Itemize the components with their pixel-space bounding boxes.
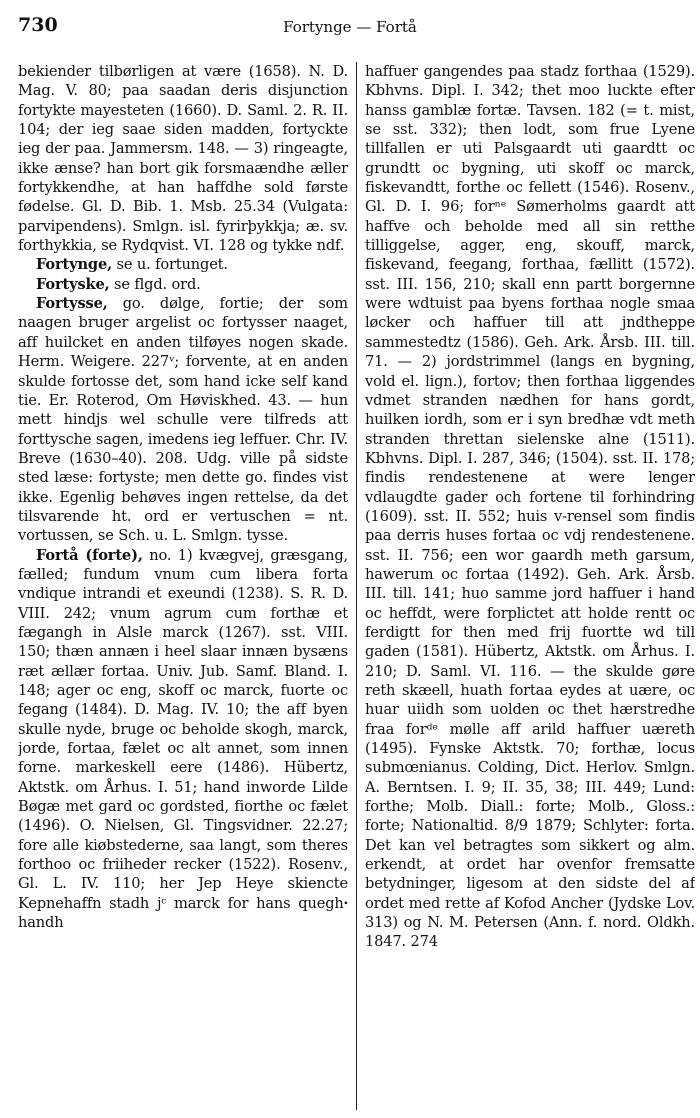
headword: Fortå (forte), — [36, 546, 143, 564]
entry-fortyske — [18, 275, 348, 294]
right-column — [365, 62, 695, 1110]
left-column — [18, 62, 348, 1110]
entry-text: se flgd. ord. — [109, 275, 201, 293]
entry-continuation — [18, 62, 348, 255]
headword: Fortysse, — [36, 295, 108, 313]
entry-fortynge — [18, 255, 348, 274]
running-title: Fortynge — Fortå — [283, 18, 417, 36]
entry-text: se u. fortunget. — [112, 256, 228, 274]
entry-forta — [18, 546, 348, 933]
column-divider — [356, 62, 357, 1110]
entry-text: go. dølge, fortie; der som naagen bruger argelist oc fortysser naaget, aff huilcket en anden tilføyes nogen skade. Herm. Weigere. 227ᵛ; forvente, at en anden skulde fortosse det, som hand icke self kand tie. Er. Roterod, Om Høviskhed. 43. — hun mett hindjs wel schulle vere tilfreds att forttysche sagen, imedens ieg leffuer. Chr. IV. Breve (1630–40). 208. Udg. ville på sidste sted læse: fortyste; men dette go. findes vist ikke. Egenlig behøves ingen rettelse, da det tilsvarende ht. ord er vertuschen = nt. vortussen, se Sch. u. L. Smlgn. tysse. — [18, 295, 348, 545]
headword: Fortynge, — [36, 256, 113, 274]
headword: Fortyske, — [36, 275, 110, 293]
page-number: 730 — [18, 14, 58, 36]
entry-text: no. 1) kvægvej, græsgang, fælled; fundum vnum cum libera forta vndique intrandi et exeundi (1238). S. R. D. VIII. 242; vnum agrum cum forthæ et fægangh in Alsle marck (1267). sst. VIII. 150; thæn annæn i heel slaar innæn bysæns ræt ællær fortaa. Univ. Jub. Samf. Bland. I. 148; ager oc eng, skoff oc marck, fuorte oc fegang (1484). D. Mag. IV. 10; the aff byen skulle nyde, bruge oc beholde skogh, marck, jorde, fortaa, fælet oc alt annet, som innen forne. markeskell eere (1486). Hübertz, Aktstk. om Århus. I. 51; hand inworde Lilde Bøgæ met gard oc gordsted, fiorthe oc fælet (1496). O. Nielsen, Gl. Tingsvidner. 22.27; fore alle kiøbstederne, saa langt, som theres forthoo oc friiheder recker (1522). Rosenv., Gl. L. IV. 110; her Jep Heye skiencte Kepnehaffn stadh jᶜ marck for hans queghꞏ handh — [18, 546, 348, 932]
entry-forta-continued: haffuer gangendes paa stadz forthaa (1529). Kbhvns. Dipl. I. 342; thet moo luckte efter hanss gamblæ fortæ. Tavsen. 182 (= t. mist, se sst. 332); then lodt, som frue Lyene tillfallen er uti Palsgaardt uti gaardtt oc grundtt oc bygning, uti skoff oc marck, fiskevandtt, forthe oc fellett (1546). Rosenv., Gl. D. I. 96; forⁿᵉ Sømerholms gaardt att haffve och beholde med all sin retthe tilliggelse, agger, eng, skouff, marck, fiskevand, feegang, forthaa, fællitt (1572). sst. III. 156, 210; skall enn partt borgernne were wdtuist paa byens forthaa nogle smaa løcker och haffuer till att jndtheppe sammestedtz (1586). Geh. Ark. Årsb. III. till. 71. — 2) jordstrimmel (langs en bygning, vold el. lign.), fortov; then forthaa liggendes vdmet stranden nædhen for hans gordt, huilken iordh, som er i syn bredhæ vdt meth stranden threttan sielenske alne (1511). Kbhvns. Dipl. I. 287, 346; (1504). sst. II. 178; findis rendestenene at were lenger vdlaugdte gader och fortene til forhindring (1609). sst. II. 552; huis v-rensel som findis paa derris huses fortaa oc vdj rendestenene. sst. II. 756; een wor gaardh meth garsum, hawerum oc fortaa (1492). Geh. Ark. Årsb. III. till. 141; huo samme jord haffuer i hand oc heffdt, were forplictet att holde rentt oc ferdigtt for then med frij fuortte wd till gaden (1581). Hübertz, Aktstk. om Århus. I. 210; D. Saml. VI. 116. — the skulde gøre reth skæell, huath fortaa eydes at uære, oc huar uiidh som uolden oc thet hærstredhe fraa forᵈᵉ mølle aff arild haffuer uæreth (1495). Fynske Aktstk. 70; forthæ, locus submœnianus. Colding, Dict. Herlov. Smlgn. A. Berntsen. I. 9; II. 35, 38; III. 449; Lund: forthe; Molb. Diall.: forte; Molb., Gloss.: forte; Nationaltid. 8/9 1879; Schlyter: forta. Det kan vel betragtes som sikkert og alm. erkendt, at ordet har ovenfor fremsatte betydninger, ligesom at den sidste del af ordet med rette af Kofod Ancher (Jydske Lov. 313) og N. M. Petersen (Ann. f. nord. Oldkh. 1847. 274 — [365, 63, 695, 951]
entry-fortysse — [18, 294, 348, 545]
entry-text: bekiender tilbørligen at være (1658). N. D. Mag. V. 80; paa saadan deris disjunction fortykte mayesteten (1660). D. Saml. 2. R. II. 104; der ieg saae siden madden, fortyckte ieg der paa. Jammersm. 148. — 3) ringeagte, ikke ænse? han bort gik forsmaændhe æller fortykkendhe, at han haffdhe sold første fødelse. Gl. D. Bib. 1. Msb. 25.34 (Vulgata: parvipendens). Smlgn. isl. fyrirþykkja; æ. sv. forthykkia, se Rydqvist. VI. 128 og tykke ndf. — [18, 63, 348, 255]
page-header — [18, 14, 682, 42]
